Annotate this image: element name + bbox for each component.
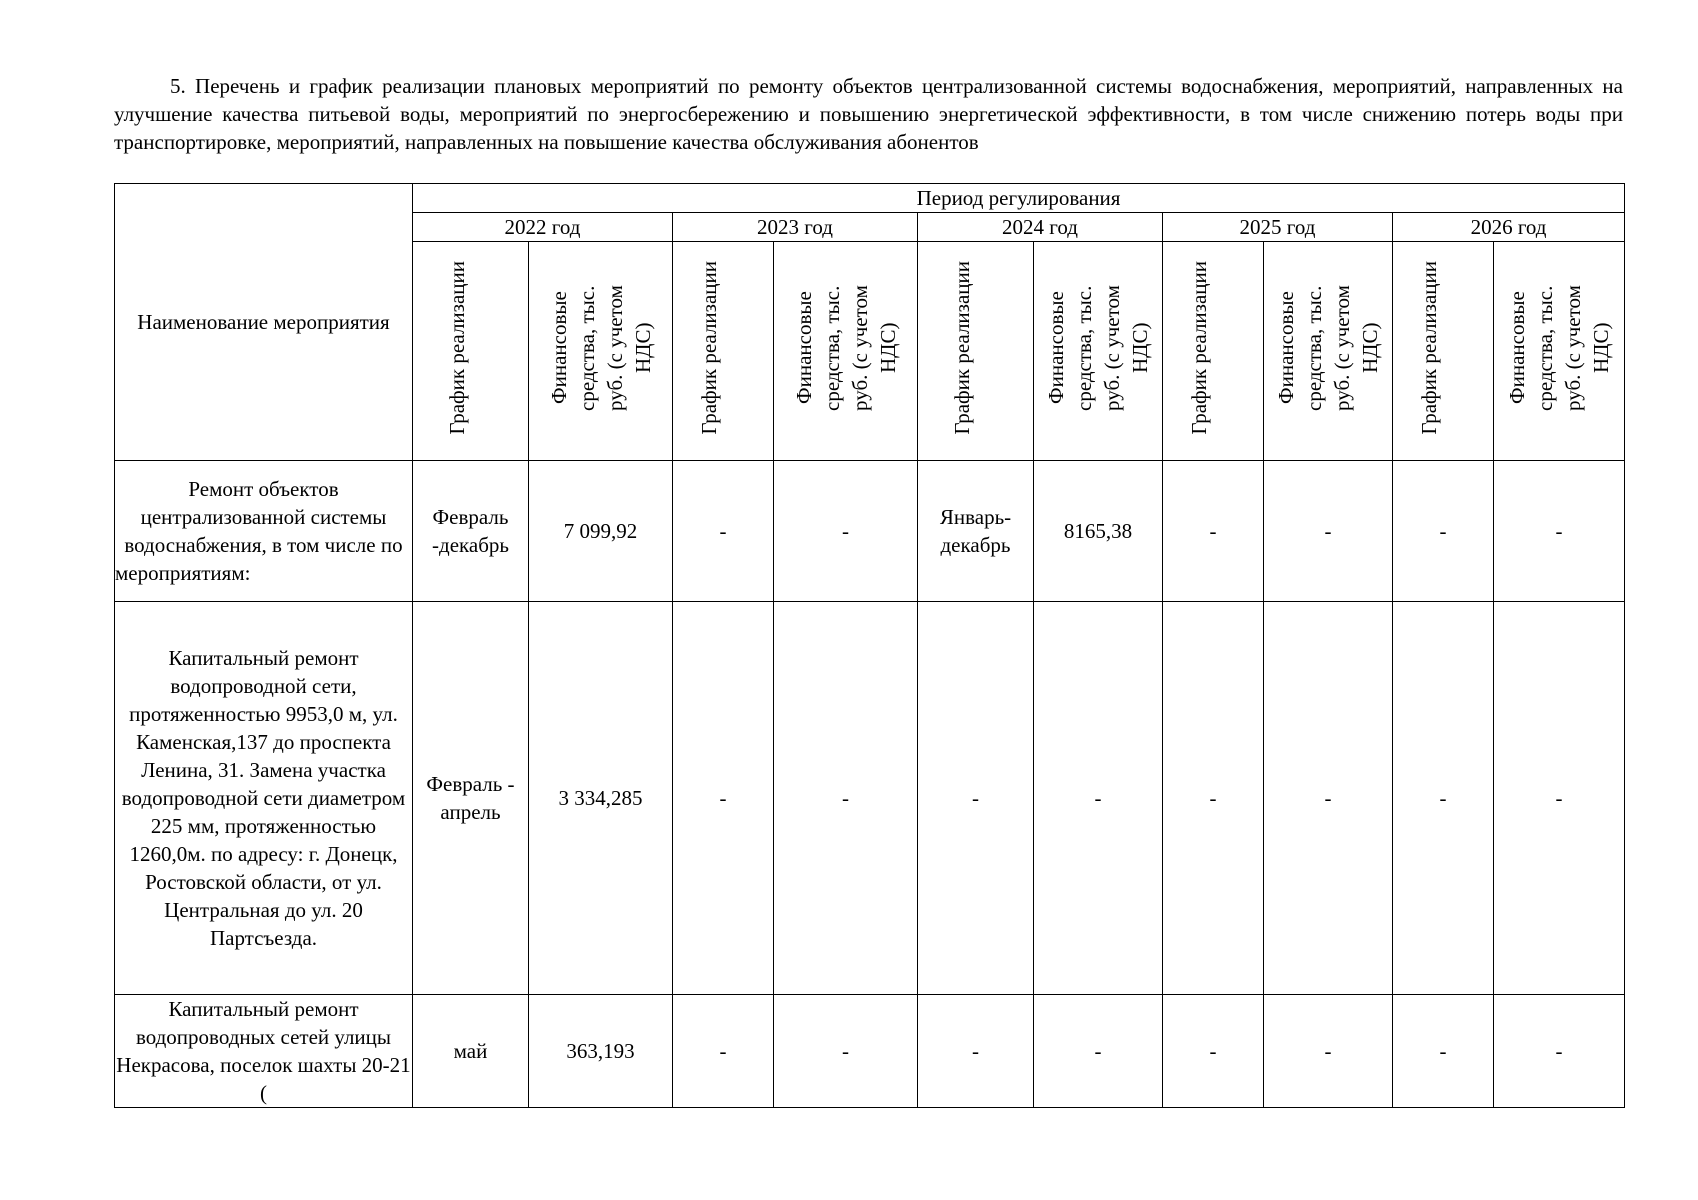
table-row bbox=[115, 461, 1625, 602]
column-header-period: Период регулирования bbox=[413, 184, 1625, 213]
table-row bbox=[115, 995, 1625, 1108]
schedule-cell: - bbox=[1163, 602, 1264, 995]
finance-cell: - bbox=[774, 461, 918, 602]
schedule-cell: - bbox=[673, 995, 774, 1108]
activity-name: Капитальный ремонт водопроводной сети, протяженностью 9953,0 м, ул. Каменская,137 до проспекта Ленина, 31. Замена участка водопроводной сети диаметром 225 мм, протяженностью 1260,0м. по адресу: г. Донецк, Ростовской области, от ул. Центральная до ул. 20 Партсъезда. bbox=[115, 602, 413, 995]
schedule-cell: - bbox=[1393, 602, 1494, 995]
finance-cell: - bbox=[1264, 602, 1393, 995]
table-row bbox=[115, 602, 1625, 995]
finance-cell: - bbox=[774, 995, 918, 1108]
schedule-cell: Февраль -декабрь bbox=[413, 461, 529, 602]
finance-cell: - bbox=[1494, 602, 1625, 995]
finance-cell: 3 334,285 bbox=[529, 602, 673, 995]
schedule-cell: май bbox=[413, 995, 529, 1108]
subheader-finance-2023: Финансовые средства, тыс. руб. (с учетом НДС) bbox=[774, 242, 918, 461]
schedule-cell: Январь-декабрь bbox=[918, 461, 1034, 602]
year-header-2025: 2025 год bbox=[1163, 213, 1393, 242]
finance-cell: 363,193 bbox=[529, 995, 673, 1108]
finance-cell: - bbox=[1264, 995, 1393, 1108]
schedule-cell: - bbox=[1163, 995, 1264, 1108]
finance-cell: 8165,38 bbox=[1034, 461, 1163, 602]
activity-name: Капитальный ремонт водопроводных сетей улицы Некрасова, поселок шахты 20-21 ( bbox=[115, 995, 413, 1108]
finance-cell: - bbox=[1264, 461, 1393, 602]
finance-cell: - bbox=[1494, 995, 1625, 1108]
year-header-2022: 2022 год bbox=[413, 213, 673, 242]
finance-cell: - bbox=[1494, 461, 1625, 602]
schedule-cell: Февраль - апрель bbox=[413, 602, 529, 995]
schedule-cell: - bbox=[918, 995, 1034, 1108]
finance-cell: - bbox=[774, 602, 918, 995]
year-header-2026: 2026 год bbox=[1393, 213, 1625, 242]
activity-name: Ремонт объектов централизованной системы водоснабжения, в том числе по мероприятиям: bbox=[115, 461, 413, 602]
subheader-schedule-2025: График реализации bbox=[1163, 242, 1264, 461]
subheader-finance-2022: Финансовые средства, тыс. руб. (с учетом НДС) bbox=[529, 242, 673, 461]
subheader-schedule-2026: График реализации bbox=[1393, 242, 1494, 461]
subheader-finance-2026: Финансовые средства, тыс. руб. (с учетом НДС) bbox=[1494, 242, 1625, 461]
subheader-schedule-2024: График реализации bbox=[918, 242, 1034, 461]
schedule-cell: - bbox=[1393, 461, 1494, 602]
finance-cell: - bbox=[1034, 995, 1163, 1108]
implementation-schedule-table bbox=[114, 183, 1625, 1108]
schedule-cell: - bbox=[1393, 995, 1494, 1108]
finance-cell: 7 099,92 bbox=[529, 461, 673, 602]
subheader-schedule-2022: График реализации bbox=[413, 242, 529, 461]
schedule-cell: - bbox=[673, 602, 774, 995]
year-header-2023: 2023 год bbox=[673, 213, 918, 242]
subheader-finance-2024: Финансовые средства, тыс. руб. (с учетом НДС) bbox=[1034, 242, 1163, 461]
schedule-cell: - bbox=[918, 602, 1034, 995]
column-header-name: Наименование мероприятия bbox=[115, 184, 413, 461]
subheader-finance-2025: Финансовые средства, тыс. руб. (с учетом НДС) bbox=[1264, 242, 1393, 461]
schedule-cell: - bbox=[1163, 461, 1264, 602]
finance-cell: - bbox=[1034, 602, 1163, 995]
schedule-cell: - bbox=[673, 461, 774, 602]
subheader-schedule-2023: График реализации bbox=[673, 242, 774, 461]
year-header-2024: 2024 год bbox=[918, 213, 1163, 242]
section-heading: 5. Перечень и график реализации плановых мероприятий по ремонту объектов централизованной системы водоснабжения, мероприятий, направленных на улучшение качества питьевой воды, мероприятий по энергосбережению и повышению энергетической эффективности, в том числе снижению потерь воды при транспортировке, мероприятий, направленных на повышение качества обслуживания абонентов bbox=[114, 74, 1623, 154]
